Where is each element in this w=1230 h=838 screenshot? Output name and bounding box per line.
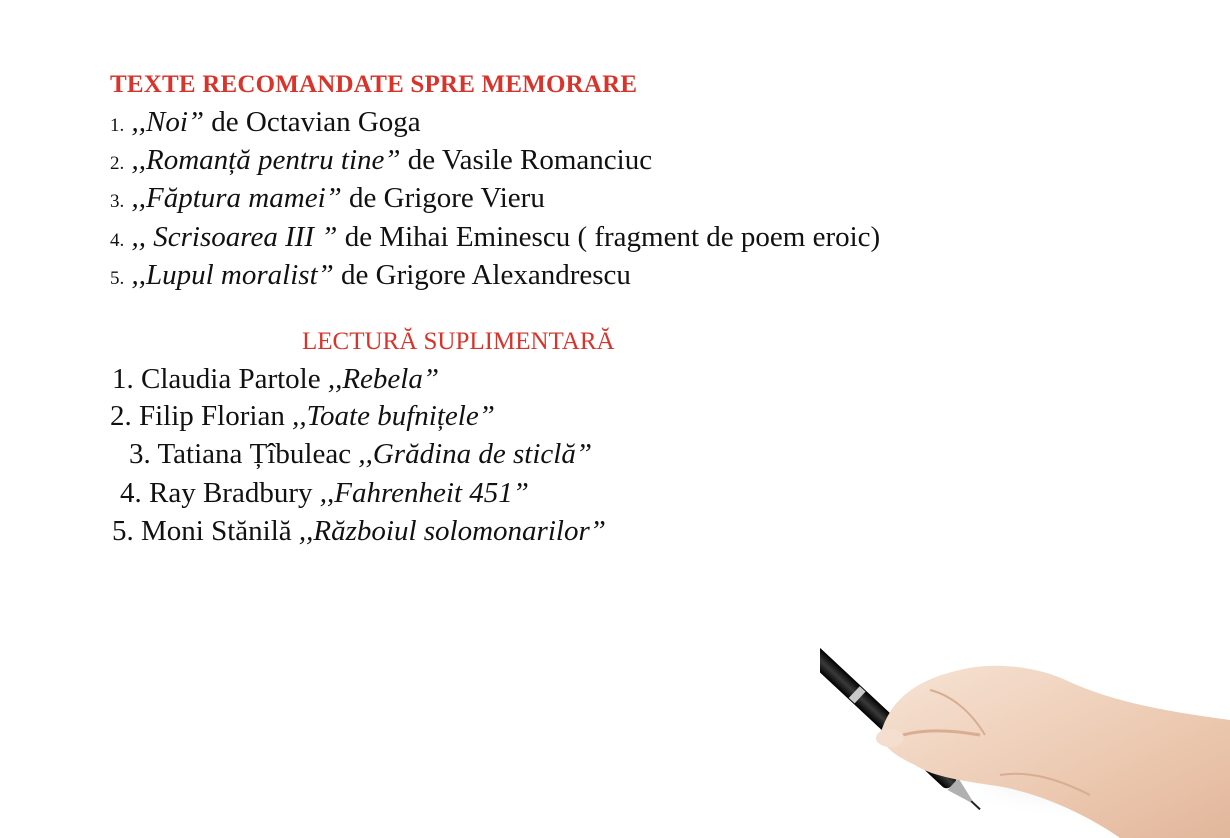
item-title: ,, Scrisoarea III ”	[131, 221, 338, 253]
item-title: ,,Lupul moralist”	[131, 259, 334, 291]
memorize-item	[110, 181, 545, 219]
extra-reading-item	[129, 437, 592, 471]
item-title: ,,Războiul solomonarilor”	[298, 515, 606, 547]
item-title: ,,Noi”	[131, 106, 205, 138]
item-author: de Grigore Vieru	[341, 182, 545, 214]
hand-writing-pen-icon	[820, 570, 1230, 838]
item-title: ,,Toate bufnițele”	[292, 400, 495, 432]
extra-reading-item	[120, 476, 529, 510]
item-title: ,,Grădina de sticlă”	[358, 438, 592, 470]
memorize-heading: TEXTE RECOMANDATE SPRE MEMORARE	[110, 71, 638, 98]
item-title: ,,Făptura mamei”	[131, 182, 342, 214]
item-title: ,,Romanță pentru tine”	[131, 144, 401, 176]
item-author: 1. Claudia Partole	[112, 363, 328, 395]
item-number: 2.	[110, 153, 125, 174]
item-author: de Octavian Goga	[204, 106, 421, 138]
item-author: de Mihai Eminescu ( fragment de poem eroic)	[337, 221, 881, 253]
item-author: 3. Tatiana Țîbuleac	[129, 438, 359, 470]
item-author: 4. Ray Bradbury	[120, 477, 320, 509]
item-author: de Vasile Romanciuc	[400, 144, 653, 176]
item-author: de Grigore Alexandrescu	[333, 259, 631, 291]
item-title: ,,Rebela”	[327, 363, 439, 395]
memorize-item	[110, 105, 421, 143]
item-title: ,,Fahrenheit 451”	[319, 477, 529, 509]
item-number: 1.	[110, 115, 125, 136]
memorize-item	[110, 143, 652, 181]
item-author: 2. Filip Florian	[110, 400, 293, 432]
item-number: 5.	[110, 268, 125, 289]
memorize-item	[110, 258, 631, 296]
memorize-item	[110, 220, 880, 258]
item-number: 3.	[110, 191, 125, 212]
extra-reading-item	[112, 362, 439, 396]
extra-reading-item	[112, 514, 606, 548]
item-author: 5. Moni Stănilă	[112, 515, 299, 547]
extra-reading-heading: LECTURĂ SUPLIMENTARĂ	[302, 328, 615, 355]
item-number: 4.	[110, 230, 125, 251]
extra-reading-item	[110, 399, 495, 433]
